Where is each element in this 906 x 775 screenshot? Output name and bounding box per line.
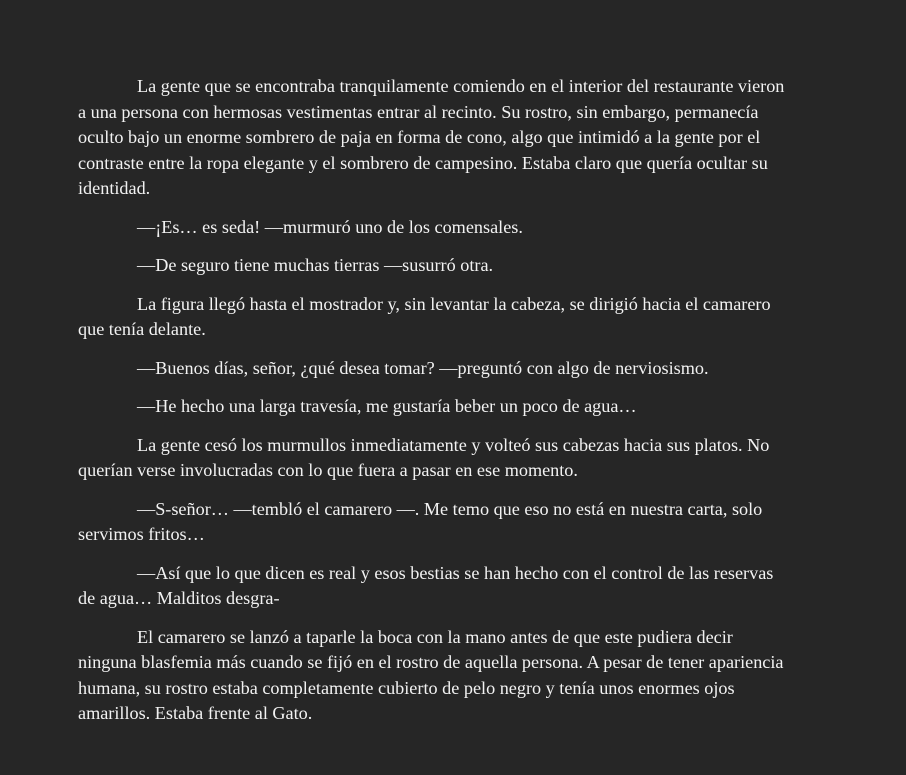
paragraph-8: —S-señor… —tembló el camarero —. Me temo que eso no está en nuestra carta, solo servimos fritos… bbox=[78, 498, 763, 544]
reader-page[interactable] bbox=[78, 74, 790, 740]
paragraph-6: —He hecho una larga travesía, me gustaría beber un poco de agua… bbox=[137, 396, 637, 416]
paragraph-5: —Buenos días, señor, ¿qué desea tomar? —preguntó con algo de nerviosismo. bbox=[137, 357, 709, 378]
paragraph-10: El camarero se lanzó a taparle la boca con la mano antes de que este pudiera decir ninguna blasfemia más cuando se fijó en el rostro de aquella persona. A pesar de tener apariencia humana, su rostro estaba completamente cubierto de pelo negro y tenía unos enormes ojos amarillos. Estaba frente al Gato. bbox=[78, 626, 784, 723]
paragraph-4: La figura llegó hasta el mostrador y, sin levantar la cabeza, se dirigió hacia el camarero que tenía delante. bbox=[78, 293, 771, 339]
paragraph-2: —¡Es… es seda! —murmuró uno de los comensales. bbox=[137, 216, 523, 237]
paragraph-1: La gente que se encontraba tranquilamente comiendo en el interior del restaurante vieron a una persona con hermosas vestimentas entrar al recinto. Su rostro, sin embargo, permanecía oculto bajo un enorme sombrero de paja en forma de cono, algo que intimidó a la gente por el contraste entre la ropa elegante y el sombrero de campesino. Estaba claro que quería ocultar su identidad. bbox=[78, 76, 785, 198]
paragraph-7: La gente cesó los murmullos inmediatamente y volteó sus cabezas hacia sus platos. No querían verse involucradas con lo que fuera a pasar en ese momento. bbox=[78, 434, 770, 480]
paragraph-9: —Así que lo que dicen es real y esos bestias se han hecho con el control de las reservas de agua… Malditos desgra- bbox=[78, 562, 774, 608]
paragraph-3: —De seguro tiene muchas tierras —susurró otra. bbox=[137, 255, 494, 275]
